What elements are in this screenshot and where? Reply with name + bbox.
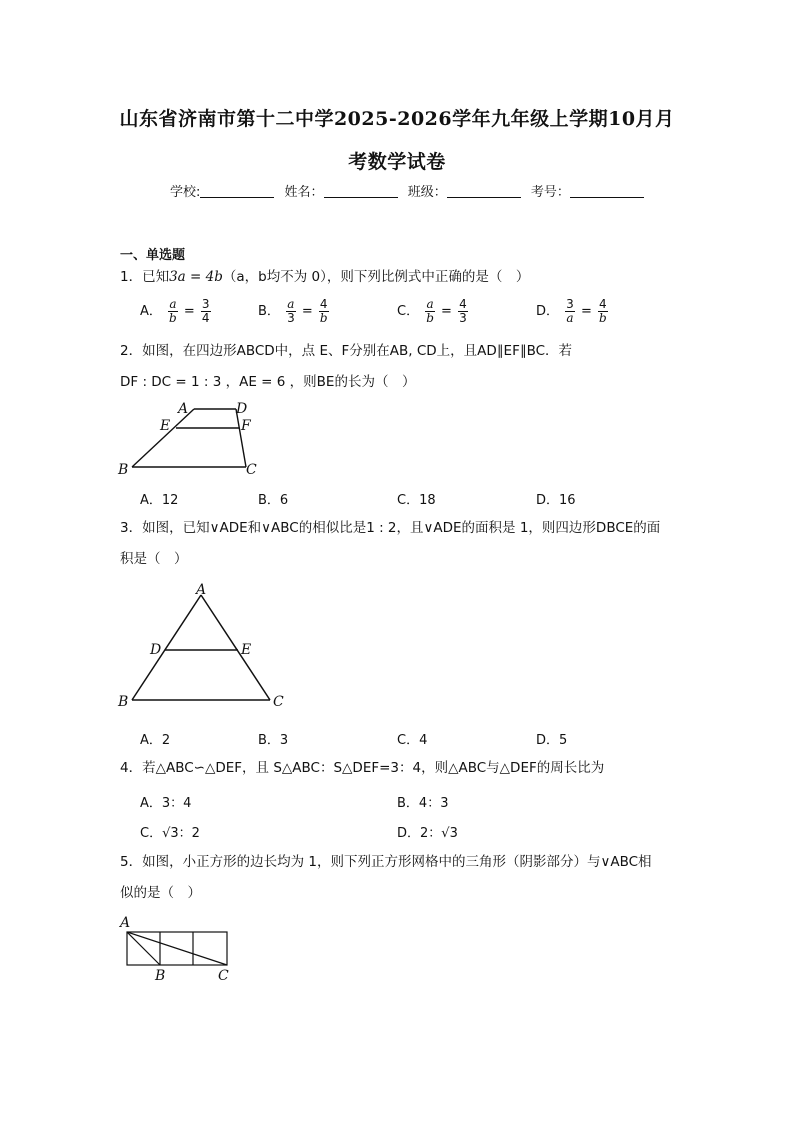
q3-option-b[interactable]: B．3 bbox=[258, 733, 289, 748]
question-2-line2: DF : DC = 1 : 3 ，AE = 6 ，则BE的长为（ ） bbox=[120, 374, 416, 390]
q3-label-e: E bbox=[241, 642, 252, 658]
q2-option-b[interactable]: B．6 bbox=[258, 493, 289, 508]
student-info-row bbox=[170, 181, 650, 200]
q2-option-a[interactable]: A．12 bbox=[140, 493, 179, 508]
name-blank[interactable] bbox=[324, 185, 398, 198]
section-title: 一、单选题 bbox=[120, 248, 186, 263]
q3-label-d: D bbox=[150, 642, 162, 658]
class-label: 班级： bbox=[407, 185, 447, 200]
q2-label-f: F bbox=[241, 418, 251, 434]
q3-option-a[interactable]: A．2 bbox=[140, 733, 171, 748]
question-5-line1: 5．如图，小正方形的边长均为 1，则下列正方形网格中的三角形（阴影部分）与∨ABC相 bbox=[120, 854, 652, 870]
q4-option-a[interactable]: A．3：4 bbox=[140, 796, 192, 811]
q4-option-b[interactable]: B．4：3 bbox=[397, 796, 449, 811]
exam-title-line2: 考数学试卷 bbox=[348, 151, 446, 173]
q5-label-b: B bbox=[155, 968, 166, 984]
school-blank[interactable] bbox=[200, 185, 274, 198]
number-blank[interactable] bbox=[570, 185, 644, 198]
q1-option-b[interactable]: B． $\frac{a}{3}$ = $\frac{4}{b}$ bbox=[258, 297, 328, 325]
q5-grid-figure bbox=[114, 910, 246, 984]
q3-option-c[interactable]: C．4 bbox=[397, 733, 428, 748]
question-3-line1: 3．如图，已知∨ADE和∨ABC的相似比是1 : 2，且∨ADE的面积是 1，则四边形DBCE的面 bbox=[120, 520, 661, 536]
q4-option-d[interactable]: D．2：√3 bbox=[397, 826, 458, 841]
q3-triangle-figure bbox=[110, 580, 300, 712]
name-label: 姓名： bbox=[284, 185, 324, 200]
q3-label-c: C bbox=[273, 694, 284, 710]
school-label: 学校: bbox=[170, 185, 201, 200]
q2-label-d: D bbox=[236, 401, 248, 417]
q3-option-d[interactable]: D．5 bbox=[536, 733, 568, 748]
question-4-line1: 4．若△ABC∽△DEF，且 S△ABC：S△DEF=3：4，则△ABC与△DEF的周长比为 bbox=[120, 760, 605, 776]
q1-option-a[interactable]: A． $\frac{a}{b}$ = $\frac{3}{4}$ bbox=[140, 297, 210, 325]
q5-label-c: C bbox=[218, 968, 229, 984]
q3-label-b: B bbox=[118, 694, 129, 710]
q2-label-e: E bbox=[160, 418, 171, 434]
q2-label-b: B bbox=[118, 462, 129, 478]
q2-trapezoid-figure bbox=[110, 396, 270, 478]
q4-option-c[interactable]: C．√3：2 bbox=[140, 826, 200, 841]
class-blank[interactable] bbox=[447, 185, 521, 198]
q1-option-c[interactable]: C． $\frac{a}{b}$ = $\frac{4}{3}$ bbox=[397, 297, 467, 325]
q1-option-d[interactable]: D． $\frac{3}{a}$ = $\frac{4}{b}$ bbox=[536, 297, 607, 325]
number-label: 考号： bbox=[530, 185, 570, 200]
question-5-line2: 似的是（ ） bbox=[120, 885, 201, 901]
question-2-line1: 2．如图，在四边形ABCD中，点 E、F分别在AB, CD上，且AD∥EF∥BC．若 bbox=[120, 343, 573, 359]
q3-label-a: A bbox=[196, 582, 207, 598]
q2-label-a: A bbox=[178, 401, 189, 417]
exam-title-line1: 山东省济南市第十二中学2025-2026学年九年级上学期10月月 bbox=[119, 108, 675, 130]
q2-option-c[interactable]: C．18 bbox=[397, 493, 436, 508]
question-3-line2: 积是（ ） bbox=[120, 551, 188, 567]
question-1-text: 1．已知3a = 4b（a，b均不为 0），则下列比例式中正确的是（ ） bbox=[120, 269, 530, 285]
q2-option-d[interactable]: D．16 bbox=[536, 493, 576, 508]
q5-label-a: A bbox=[120, 915, 131, 931]
q2-label-c: C bbox=[246, 462, 257, 478]
